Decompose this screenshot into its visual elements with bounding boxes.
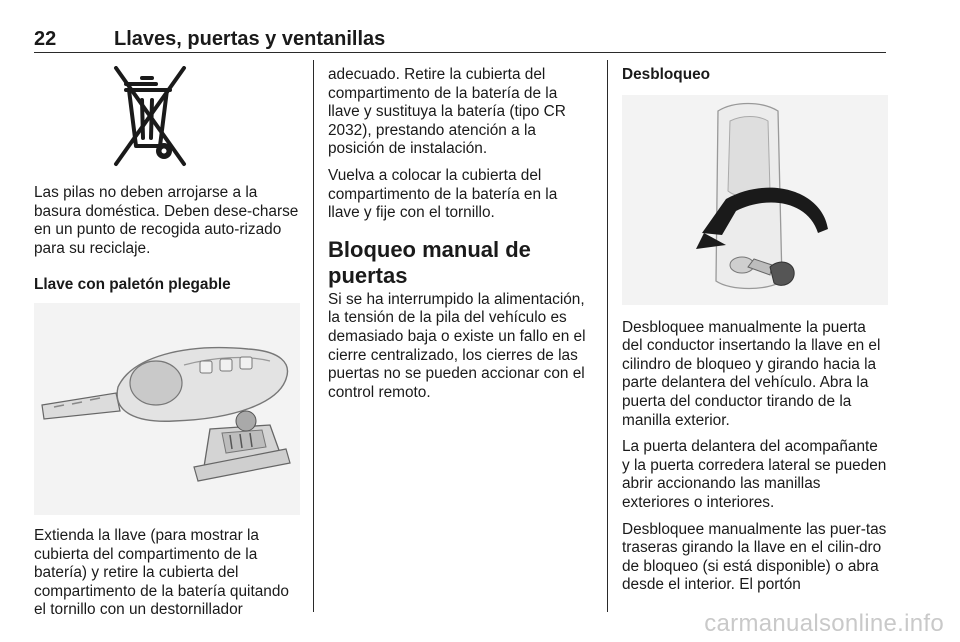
folding-key-heading: Llave con paletón plegable (34, 276, 231, 294)
page-number: 22 (34, 28, 57, 50)
folding-key-illustration (34, 303, 300, 515)
column-divider (607, 60, 608, 612)
column-middle (328, 66, 592, 402)
passenger-door-text: La puerta delantera del acompañante y la puerta corredera lateral se pueden abrir accionando las manillas exteriores o interiores. (622, 438, 887, 511)
column-divider (313, 60, 314, 612)
watermark: carmanualsonline.info (704, 610, 944, 637)
battery-disposal-text: Las pilas no deben arrojarse a la basura doméstica. Deben dese-charse en un punto de recogida auto-rizado para su reciclaje. (34, 184, 299, 257)
manual-lock-heading: Bloqueo manual de puertas (328, 236, 531, 288)
page-header (34, 28, 886, 53)
driver-door-unlock-text: Desbloquee manualmente la puerta del conductor insertando la llave en el cilindro de bloqueo y girando hacia la parte delantera del vehículo. Abra la puerta del conductor tirando de la manilla exterior. (622, 318, 881, 429)
column-right (622, 66, 888, 595)
column-left (34, 66, 300, 620)
battery-disposal-icon (34, 66, 300, 170)
cover-refit-text: Vuelva a colocar la cubierta del compartimento de la batería en la llave y fije con el tornillo. (328, 166, 558, 222)
chapter-title: Llaves, puertas y ventanillas (114, 28, 386, 50)
rear-doors-unlock-text: Desbloquee manualmente las puer-tas traseras girando la llave en el cilin-dro de bloqueo (si está disponible) o abra desde el interior. El portón (622, 520, 887, 594)
folding-key-text: Extienda la llave (para mostrar la cubierta del compartimento de la batería) y retire la cubierta del compartimento de la batería quitando el tornillo con un destornillador (34, 526, 289, 619)
battery-replacement-text: adecuado. Retire la cubierta del compartimento de la batería de la llave y sustituya la batería (tipo CR 2032), prestando atención a la posición de instalación. (328, 66, 566, 158)
unlock-heading: Desbloqueo (622, 66, 711, 83)
manual-lock-text: Si se ha interrumpido la alimentación, la tensión de la pila del vehículo es demasiado baja o existe un fallo en el cierre centralizado, los cierres de las puertas no se pueden accionar con el control remoto. (328, 290, 586, 401)
door-lock-illustration (622, 95, 888, 305)
